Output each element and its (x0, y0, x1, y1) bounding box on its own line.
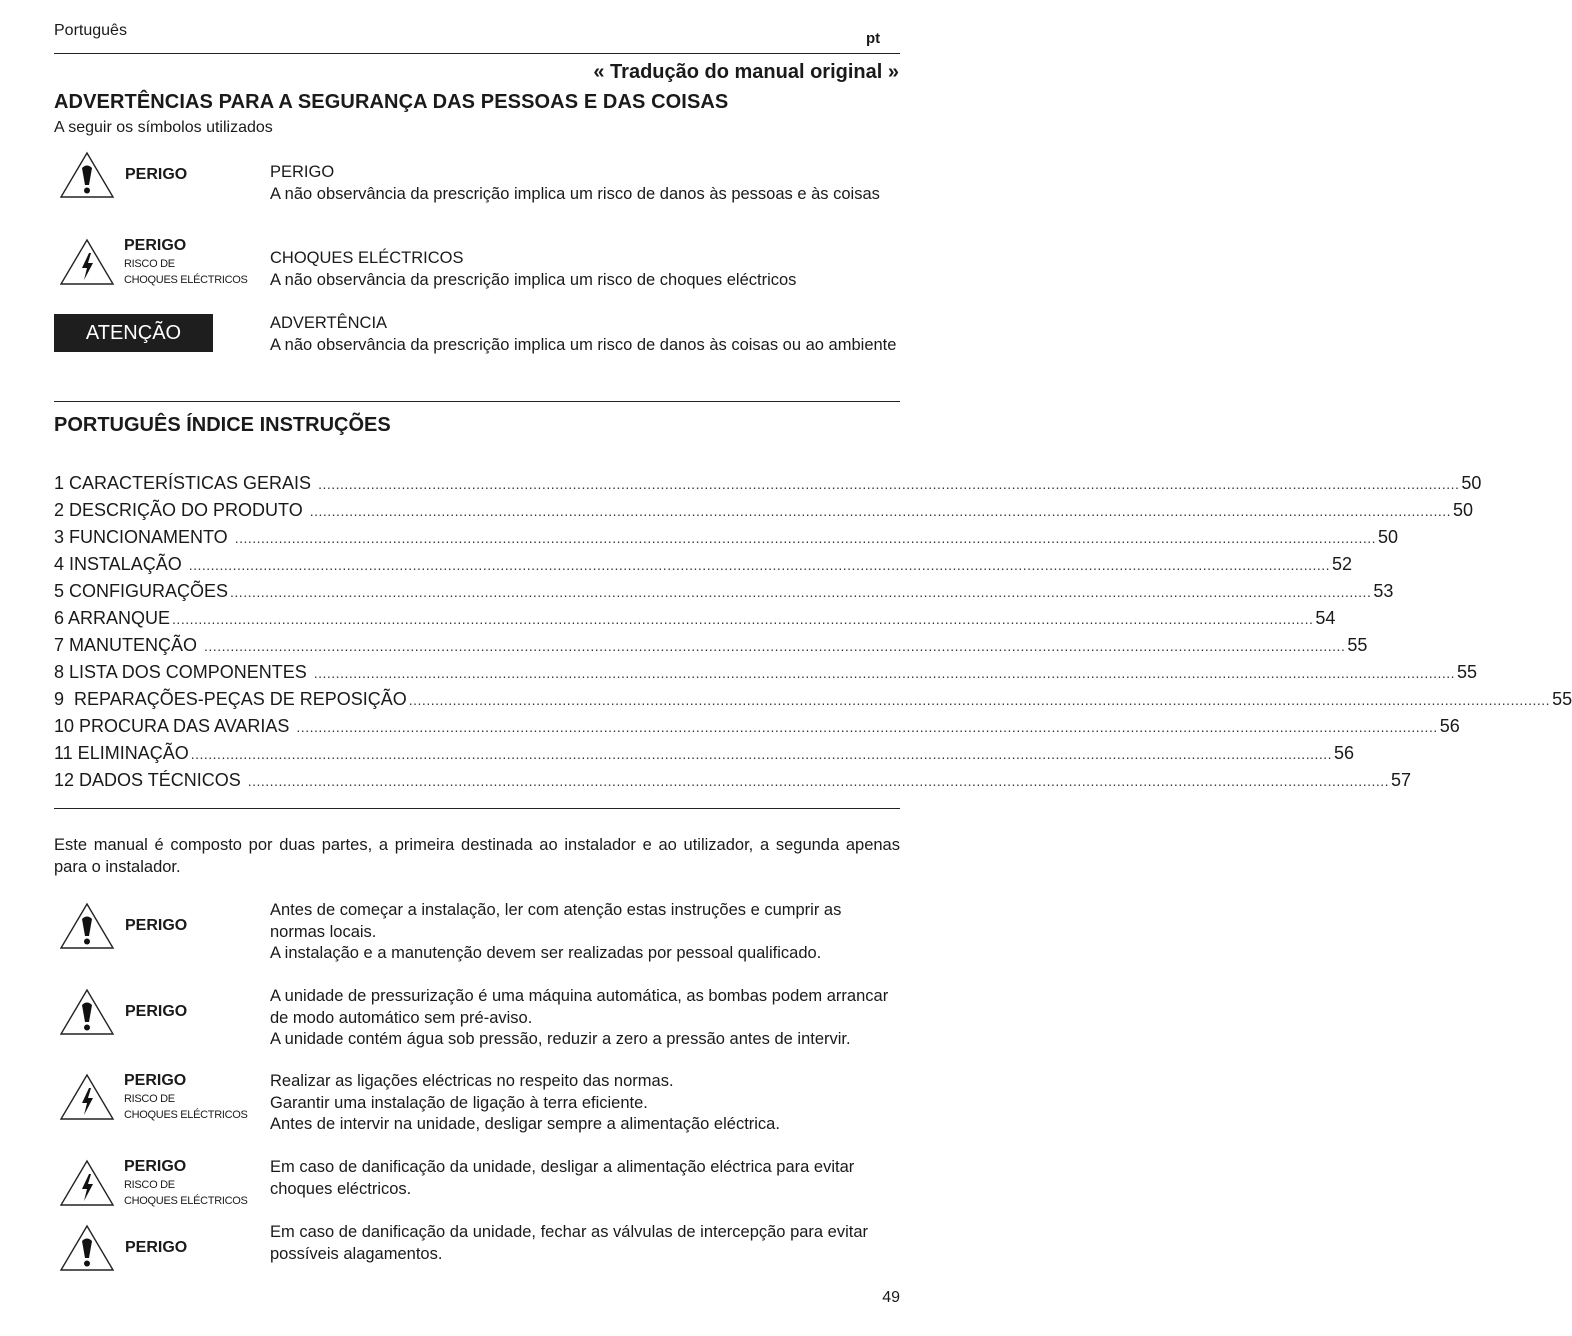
toc-item-text: 4 INSTALAÇÃO (54, 554, 187, 574)
toc-item-page: 50 (1453, 500, 1474, 520)
warning-text-line: Antes de intervir na unidade, desligar sempre a alimentação eléctrica. (270, 1115, 780, 1133)
warning-sublabel: RISCO DE (124, 1179, 175, 1191)
toc-item[interactable] (54, 470, 1482, 497)
toc-leader-dots: .................................................................................................................................................................................................................................................................... (234, 530, 1376, 546)
toc-leader-dots: .................................................................................................................................................................................................................................................................... (204, 638, 1346, 654)
warning-label: PERIGO (125, 1239, 188, 1256)
exclamation-warning-icon (60, 903, 114, 949)
toc-item-page: 52 (1332, 554, 1353, 574)
symbol-label: PERIGO (124, 237, 187, 254)
warning-text-line: Em caso de danificação da unidade, desligar a alimentação eléctrica para evitar choques eléctricos. (270, 1158, 855, 1198)
warning-text-line: Antes de começar a instalação, ler com atenção estas instruções e cumprir as normas locais. (270, 901, 842, 941)
toc-item-page: 50 (1378, 527, 1399, 547)
toc-item-page: 55 (1347, 635, 1368, 655)
warning-text-line: A unidade de pressurização é uma máquina automática, as bombas podem arrancar de modo automático sem pré-aviso. (270, 987, 889, 1027)
toc-item-page: 55 (1552, 689, 1572, 709)
page-number: 49 (882, 1289, 900, 1306)
symbol-description: CHOQUES ELÉCTRICOS A não observância da prescrição implica um risco de choques eléctricos (270, 249, 797, 289)
toc-leader-dots: .................................................................................................................................................................................................................................................................... (296, 719, 1438, 735)
header-divider (54, 53, 900, 54)
toc-item[interactable] (54, 686, 1572, 713)
toc-item-page: 57 (1391, 770, 1412, 790)
toc-item[interactable] (54, 659, 1478, 686)
toc-leader-dots: .................................................................................................................................................................................................................................................................... (172, 611, 1314, 627)
toc-item-text: 1 CARACTERÍSTICAS GERAIS (54, 473, 317, 493)
page-title: ADVERTÊNCIAS PARA A SEGURANÇA DAS PESSOAS E DAS COISAS (54, 91, 729, 113)
intro-paragraph: Este manual é composto por duas partes, a primeira destinada ao instalador e ao utilizador, a segunda apenas para o instalador. (54, 836, 900, 876)
toc-title: PORTUGUÊS ÍNDICE INSTRUÇÕES (54, 414, 391, 436)
warning-label: PERIGO (125, 1003, 188, 1020)
symbol-label: PERIGO (125, 166, 188, 183)
symbol-description: PERIGO A não observância da prescrição implica um risco de danos às pessoas e às coisas (270, 163, 880, 203)
toc-leader-dots: .................................................................................................................................................................................................................................................................... (318, 476, 1460, 492)
warning-sublabel: RISCO DE (124, 1093, 175, 1105)
exclamation-warning-icon (60, 989, 114, 1035)
toc-item-text: 5 CONFIGURAÇÕES (54, 581, 229, 601)
toc-item[interactable] (54, 605, 1336, 632)
warning-text-line: A unidade contém água sob pressão, reduzir a zero a pressão antes de intervir. (270, 1030, 851, 1048)
symbol-sublabel: CHOQUES ELÉCTRICOS (124, 274, 248, 286)
exclamation-warning-icon (60, 152, 114, 198)
toc-item[interactable] (54, 740, 1355, 767)
toc-item-text: 7 MANUTENÇÃO (54, 635, 203, 655)
toc-item[interactable] (54, 497, 1474, 524)
warning-label: PERIGO (124, 1158, 187, 1175)
toc-leader-dots: .................................................................................................................................................................................................................................................................... (190, 746, 1333, 762)
section-divider (54, 808, 900, 809)
toc-leader-dots: .................................................................................................................................................................................................................................................................... (408, 692, 1551, 708)
attention-badge: ATENÇÃO (54, 314, 213, 352)
toc-item[interactable] (54, 713, 1460, 740)
toc-item-page: 55 (1457, 662, 1478, 682)
warning-label: PERIGO (125, 917, 188, 934)
toc-item-page: 56 (1334, 743, 1355, 763)
electric-shock-warning-icon (60, 1074, 114, 1120)
toc-leader-dots: .................................................................................................................................................................................................................................................................... (247, 773, 1390, 789)
warning-description (270, 1222, 900, 1265)
toc-leader-dots: .................................................................................................................................................................................................................................................................... (230, 584, 1372, 600)
toc-item-text: 9 REPARAÇÕES-PEÇAS DE REPOSIÇÃO (54, 689, 407, 709)
translation-note: « Tradução do manual original » (593, 61, 899, 83)
toc-item-text: 3 FUNCIONAMENTO (54, 527, 233, 547)
toc-leader-dots: .................................................................................................................................................................................................................................................................... (309, 503, 1452, 519)
toc-item-page: 54 (1315, 608, 1336, 628)
electric-shock-warning-icon (60, 239, 114, 285)
toc-leader-dots: .................................................................................................................................................................................................................................................................... (188, 557, 1331, 573)
language-code: pt (866, 30, 881, 47)
warning-description (270, 1157, 900, 1200)
toc-item-text: 2 DESCRIÇÃO DO PRODUTO (54, 500, 308, 520)
warning-text-line: Realizar as ligações eléctricas no respeito das normas. (270, 1072, 674, 1090)
header-language: Português (54, 22, 127, 39)
warning-sublabel: CHOQUES ELÉCTRICOS (124, 1195, 248, 1207)
warning-text-line: Em caso de danificação da unidade, fechar as válvulas de intercepção para evitar possíveis alagamentos. (270, 1223, 869, 1263)
toc-item[interactable] (54, 632, 1368, 659)
toc-item[interactable] (54, 551, 1353, 578)
toc-item[interactable] (54, 524, 1399, 551)
toc-item-text: 6 ARRANQUE (54, 608, 171, 628)
toc-item-text: 11 ELIMINAÇÃO (54, 743, 189, 763)
toc-item-page: 50 (1461, 473, 1482, 493)
symbol-description: ADVERTÊNCIA A não observância da prescrição implica um risco de danos às coisas ou ao ambiente (270, 314, 897, 354)
warning-description (270, 986, 900, 1051)
page-subtitle: A seguir os símbolos utilizados (54, 119, 273, 136)
electric-shock-warning-icon (60, 1160, 114, 1206)
warning-sublabel: CHOQUES ELÉCTRICOS (124, 1109, 248, 1121)
toc-item-page: 53 (1373, 581, 1394, 601)
exclamation-warning-icon (60, 1225, 114, 1271)
warning-description (270, 900, 900, 965)
toc-item[interactable] (54, 767, 1412, 794)
toc-item[interactable] (54, 578, 1394, 605)
toc-item-text: 12 DADOS TÉCNICOS (54, 770, 246, 790)
warning-label: PERIGO (124, 1072, 187, 1089)
toc-leader-dots: .................................................................................................................................................................................................................................................................... (313, 665, 1456, 681)
warning-description (270, 1071, 900, 1136)
toc-item-text: 10 PROCURA DAS AVARIAS (54, 716, 295, 736)
toc-item-page: 56 (1439, 716, 1460, 736)
warning-text-line: Garantir uma instalação de ligação à terra eficiente. (270, 1093, 648, 1112)
symbol-sublabel: RISCO DE (124, 258, 175, 270)
section-divider (54, 401, 900, 402)
table-of-contents (54, 470, 1572, 794)
toc-item-text: 8 LISTA DOS COMPONENTES (54, 662, 312, 682)
warning-text-line: A instalação e a manutenção devem ser realizadas por pessoal qualificado. (270, 944, 822, 962)
